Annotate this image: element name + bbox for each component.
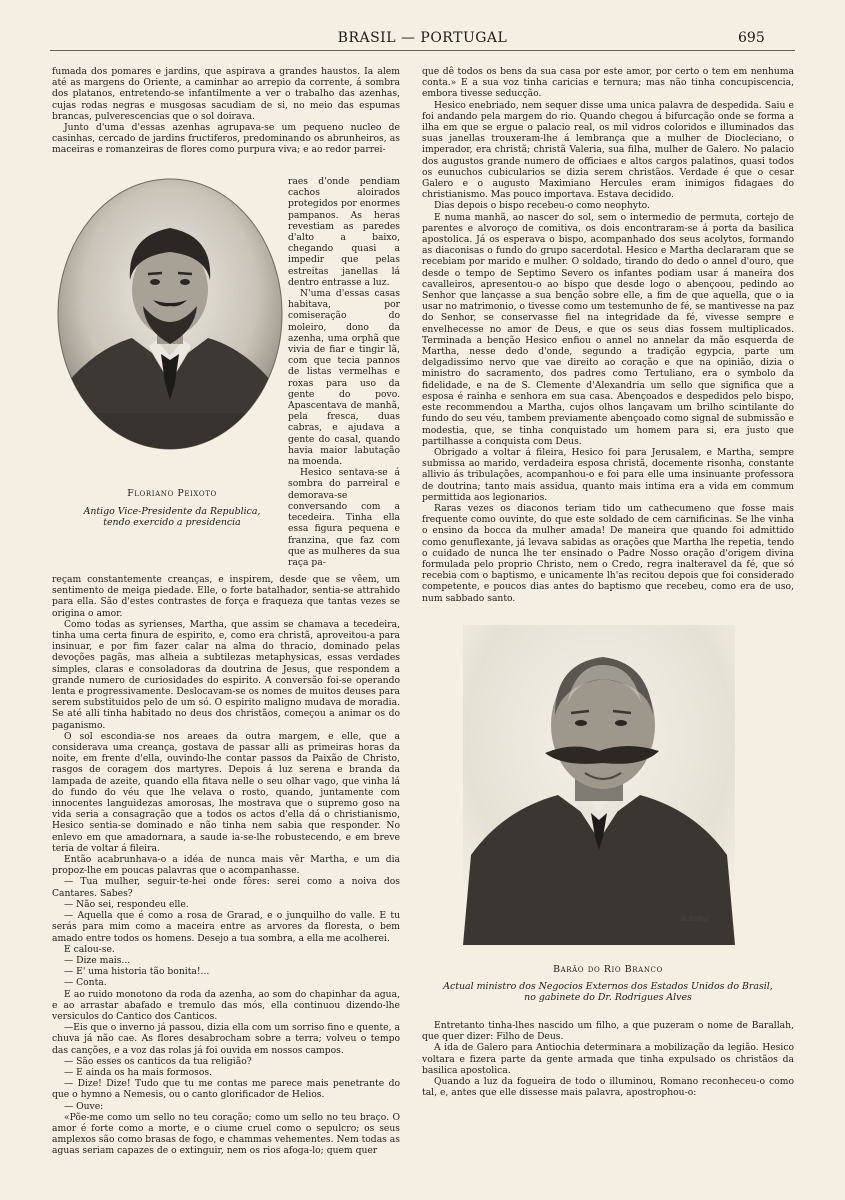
caption-rio-branco: [418, 964, 798, 1004]
paragraph: Hesico enebriado, nem sequer disse uma unica palavra de despedida. Saiu e foi andando pela margem do rio. Quando chegou á bifurcação onde se forma a ilha em que se ergue o palacio real, os mil vidros coloridos e illuminados das suas janellas trouxeram-lhe á lembrança que a mulher de Diocleciano, o imperador, era christã; christã Valeria, sua filha, mulher de Galero. No palacio dos augustos grande numero de officiaes e altos cargos palatinos, quasi todos os eunuchos cubicularios se dizia serem christãos. Verdade é que o cesar Galero e o augusto Maximiano Hercules eram inimigos fidagaes do christianismo. Mas pouco importava. Estava decidido.: [422, 99, 794, 201]
paragraph: E ao ruido monotono da roda da azenha, ao som do chapinhar da agua, e ao arrastar abafado e tremulo das mós, ella continuou dizendo-lhe versiculos do Cantico dos Canticos.: [52, 988, 400, 1022]
paragraph: Como todas as syrienses, Martha, que assim se chamava a tecedeira, tinha uma certa finura de espirito, e, como era christã, aproveitou-a para insinuar, e por fim fazer calar na alma do thracio, dominado pelas devoções pagãs, mas alheia a subtilezas metaphysicas, essas verdades simples, claras e consoladoras da doutrina de Jesus, que respondem a grande numero de curiosidades do espirito. A conversão foi-se operando lenta e progressivamente. Deslocavam-se os nomes de muitos deuses para serem substituidos pelo de um só. O espirito maligno mudava de moradia. Se até alli tinha habitado no deus dos christãos, começou a animar os do paganismo.: [52, 618, 400, 731]
caption-floriano-line1: Antigo Vice-Presidente da Republica,: [83, 505, 261, 517]
paragraph: E numa manhã, ao nascer do sol, sem o intermedio de permuta, cortejo de parentes e alvoroço de comitiva, os dois encontraram-se á porta da basilica apostolica. Já os esperava o bispo, acompanhado dos seus acolytos, formando as diaconisas o fundo do grupo sacerdotal. Hesico e Martha declararam que se recebiam por marido e mulher. O soldado, tirando do dedo o annel d'ouro, que desde o tempo de Septimo Severo os infantes podiam usar á maneira dos cavalleiros, apresentou-o ao bispo que desde logo o abençoou, pedindo ao Senhor que lançasse a sua benção sobre elle, a fim de que aquella, que o ia usar no matrimonio, o tivesse como um testemunho de fé, se mantivesse na paz do Senhor, se conservasse fiel na integridade da fé, vivesse sempre e envelhecesse no amor de Deus, e que os seus dias fossem multiplicados. Terminada a benção Hesico enfiou o annel no annelar da mão esquerda de Martha, nesse dedo d'onde, segundo a tradição egypcia, parte um delgadissimo nervo que vae direito ao coração e que na opinião, dizia o ministro do sacramento, dos padres como Tertuliano, era o symbolo da fidelidade, e na de S. Clemente d'Alexandria um sello que significa que a esposa é rainha e senhora em sua casa. Abençoados e despedidos pelo bispo, este recommendou a Martha, cujos olhos lançavam um brilho scintilante do fundo do seu véu, tambem previamente abençoado como signal de submissão e modestia, que, se tinha conquistado um homem para si, era justo que partilhasse a conquista com Deus.: [422, 211, 794, 447]
paragraph: E calou-se.: [64, 943, 115, 955]
paragraph: Hesico sentava-se á sombra do parreiral e demorava-se conversando com a tecedeira. Tinha ella essa figura pequena e franzina, que faz com que as mulheres da sua raça pa-: [288, 467, 400, 568]
paragraph: — Dize mais...: [64, 954, 131, 966]
paragraph: Quando a luz da fogueira de todo o illuminou, Romano reconheceu-o como tal, e, antes que elle dissesse mais palavra, apostrophou-o:: [422, 1076, 794, 1099]
paragraph: N'uma d'essas casas habitava, por comiseração do moleiro, dono da azenha, uma orphã que vivia de fiar e tingir lã, com que tecia pannos de listas vermelhas e roxas para uso da gente do povo. Apascentava de manhã, pela fresca, duas cabras, e ajudava a gente do casal, quando havia maior labutação na moenda.: [288, 288, 400, 468]
caption-floriano: [54, 488, 290, 529]
right-column-bottom: [422, 1020, 794, 1116]
right-column-top: [422, 66, 794, 612]
svg-text:R.Rrdig: R.Rrdig: [681, 915, 709, 923]
paragraph: — E ainda os ha mais formosos.: [64, 1066, 213, 1078]
caption-floriano-name: Floriano Peixoto: [127, 488, 217, 499]
left-column-bottom: [52, 574, 400, 1157]
paragraph: O sol escondia-se nos areaes da outra margem, e elle, que a considerava uma creança, gostava de passar alli as primeiras horas da noite, em frente d'ella, ouvindo-lhe contar passos da Paixão de Christo, rasgos de coragem dos martyres. Depois á luz serena e branda da lampada de azeite, quando ella fitava nelle o seu olhar vago, que vinha lá do fundo do véu que lhe velava o rosto, quando, juntamente com innocentes languidezas amorosas, lhe mostrava que o supremo goso na vida seria a consagração que a todos os actos d'ella dá o christianismo, Hesico sentia-se dominado e não tinha nem sabia que responder. No enlevo em que amadornara, a saude ia-se-lhe robustecendo, e em breve teria de voltar á fileira.: [52, 730, 400, 854]
caption-rio-branco-name: Barão do Rio Branco: [553, 964, 663, 975]
paragraph: Raras vezes os diaconos teriam tido um cathecumeno que fosse mais frequente como ouvinte, do que este soldado de cem carnificinas. Se lhe vinha o ensino da bocca da mulher amada! De maneira que quando foi admittido como genuflexante, já levava sabidas as orações que Martha lhe repetia, tendo o cuidado de nunca lhe ter ensinado o Padre Nosso oração d'origem divina formulada pelo proprio Christo, nem o Credo, regra inalteravel da fé, que só recebia com o baptismo, e unicamente lh'as recitou depois que foi considerado competente, e poucos dias antes do baptismo que recebeu, como era de uso, num sabbado santo.: [422, 502, 794, 604]
paragraph: A ida de Galero para Antiochia determinara a mobilização da legião. Hesico voltara e fizera parte da gente armada que tinha expulsado os christãos da basilica apostolica.: [422, 1042, 794, 1076]
paragraph: Dias depois o bispo recebeu-o como neophyto.: [434, 200, 650, 212]
paragraph: raes d'onde pendiam cachos aloirados protegidos por enormes pampanos. As heras revestiam as paredes d'alto a baixo, chegando quasi a impedir que pelas estreitas janellas lá dentro entrasse a luz.: [288, 176, 400, 288]
paragraph: Então acabrunhava-o a idéa de nunca mais vêr Martha, e um dia propoz-lhe em poucas palavras que o acompanhasse.: [52, 854, 400, 877]
page-number: 695: [738, 30, 765, 46]
paragraph: — Dize! Dize! Tudo que tu me contas me parece mais penetrante do que o hymno a Nemesis, ou o canto glorificador de Helios.: [52, 1078, 400, 1101]
paragraph: — São esses os canticos da tua religião?: [64, 1055, 252, 1067]
paragraph: Junto d'uma d'essas azenhas agrupava-se um pequeno nucleo de casinhas, cercado de jardins fructiferos, predominando os abrunheiros, as maceiras e romanzeiras de flores como purpura viva; e ao redor parrei-: [52, 122, 400, 156]
running-head: BRASIL — PORTUGAL: [337, 30, 508, 46]
paragraph: —Eis que o inverno já passou, dizia ella com um sorriso fino e quente, a chuva já não cae. As flores desabrocham sobre a terra; volveu o tempo das canções, e a voz das rolas já foi ouvida em nossos campos.: [52, 1022, 400, 1056]
left-column-top: [52, 66, 400, 174]
paragraph: fumada dos pomares e jardins, que aspirava a grandes haustos. Ia alem até as margens do Oriente, a caminhar ao arrepio da corrente, á sombra dos platanos, entretendo-se infantilmente a ver o trabalho das azenhas, cujas rodas negras e musgosas sacudiam de si, no meio das espumas brancas, pulverescencias que o sol doirava.: [52, 66, 400, 122]
paragraph: Entretanto tinha-lhes nascido um filho, a que puzeram o nome de Barallah, que quer dizer: Filho de Deus.: [422, 1020, 794, 1043]
paragraph: Obrigado a voltar á fileira, Hesico foi para Jerusalem, e Martha, sempre submissa ao marido, verdadeira esposa christã, docemente risonha, constante allivio ás tribulações, acompanhou-o e foi para elle uma insinuante professora de doutrina; tanto mais assidua, quanto mais intima era a vida em commum permittida aos legionarios.: [422, 446, 794, 503]
paragraph: que dê todos os bens da sua casa por este amor, por certo o tem em nenhuma conta.» E a sua voz tinha caricias e ternura; mas não tinha concupiscencia, embora tivesse seducção.: [422, 66, 794, 100]
caption-floriano-line2: tendo exercido a presidencia: [103, 517, 241, 528]
paragraph: — Conta.: [64, 977, 107, 989]
paragraph: — Não sei, respondeu elle.: [64, 898, 189, 910]
paragraph: — Aquella que é como a rosa de Grarad, e o junquilho do valle. E tu serás para mim como a maceira entre as arvores da floresta, o bem amado entre todos os homens. Desejo a tua sombra, a ella me acolherei.: [52, 910, 400, 944]
paragraph: — Ouve:: [64, 1100, 104, 1112]
paragraph: «Põe-me como um sello no teu coração; como um sello no teu braço. O amor é forte como a morte, e o ciume cruel como o sepulcro; os seus amplexos são como brasas de fogo, e chammas vehementes. Nem todas as aguas seriam capazes de o extinguir, nem os rios afoga-lo; quem quer: [52, 1111, 400, 1157]
paragraph: — Tua mulher, seguir-te-hei onde fôres: serei como a noiva dos Cantares. Sabes?: [52, 876, 400, 899]
paragraph: reçam constantemente creanças, e inspirem, desde que se vêem, um sentimento de meiga piedade. Elle, o forte batalhador, sentia-se attrahido para ella. São d'estes contrastes de força e fraqueza que tantas vezes se origina o amor.: [52, 574, 400, 619]
header-rule: [50, 50, 795, 51]
floriano-peixoto-portrait: [57, 178, 283, 450]
caption-rio-branco-line2: no gabinete do Dr. Rodrigues Alves: [524, 992, 692, 1003]
barao-rio-branco-portrait: [463, 625, 735, 945]
caption-rio-branco-line1: Actual ministro dos Negocios Externos dos Estados Unidos do Brasil,: [443, 980, 773, 992]
left-column-narrow: [288, 176, 400, 572]
paragraph: — E' uma historia tão bonita!...: [64, 966, 210, 978]
